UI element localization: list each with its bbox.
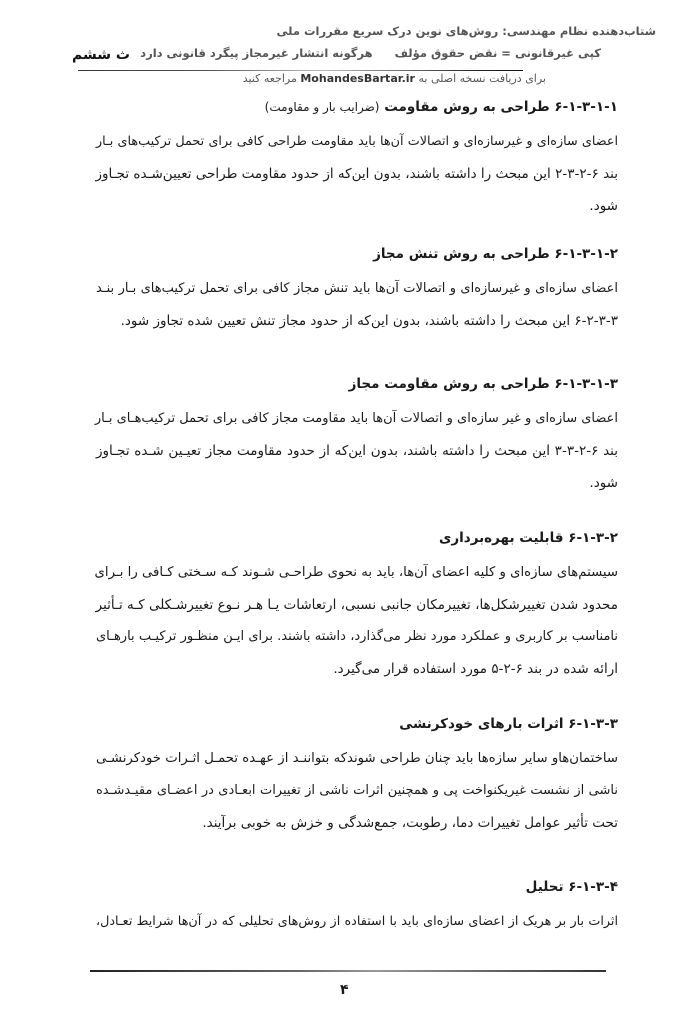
section-paragraph [96, 403, 618, 499]
paragraph-line: اثرات بار بر هریک از اعضای سازه‌ای باید با استفاده از روش‌های تحلیلی که در آن‌ها شرایط تعـادل، [96, 914, 618, 929]
source-text-end: مراجعه کنید [242, 72, 297, 85]
section-allowable-stress [96, 243, 618, 337]
section-self-straining-loads [96, 713, 618, 839]
heading-note: (ضرایب بار و مقاومت) [264, 100, 380, 114]
section-heading: ۶-۱-۳-۱-۲ طراحی به روش تنش مجاز [373, 246, 618, 262]
paragraph-line: ساختمان‌هاو سایر سازه‌ها باید چنان طراحی شوندکه بتواننـد از عهـده تحمـل اثـرات خودکرنشـی [96, 751, 618, 766]
section-heading: ۶-۱-۳-۱-۳ طراحی به روش مقاومت مجاز [348, 376, 618, 392]
paragraph-line: نامناسب بر کاربری و عملکرد مورد نظر می‌گذارد، داشته باشند. برای ایـن منظـور ترکیـب بارهـای [96, 629, 618, 644]
paragraph-line: محدود شدن تغییرشکل‌ها، تغییرمکان جانبی نسبی، ارتعاشات یـا هـر نـوع تغییرشـکلی کـه تـأثیر [95, 597, 618, 613]
legal-notice: هرگونه انتشار غیرمجاز پیگرد قانونی دارد [140, 46, 373, 60]
paragraph-line: سیستم‌های سازه‌ای و کلیه اعضای آن‌ها، باید به نحوی طراحـی شـوند کـه سـختی کـافی را بـرای [94, 565, 618, 580]
section-paragraph [96, 557, 618, 685]
paragraph-line: ۶-۲-۳-۳ این مبحث را داشته باشند، بدون این‌که از حدود مجاز تنش تعیین شده تجاوز شود. [120, 313, 618, 329]
section-heading: ۶-۱-۳-۳ اثرات بارهای خودکرنشی [399, 716, 618, 732]
section-paragraph [96, 126, 618, 222]
watermark-line-3 [243, 72, 546, 85]
heading-text: ۶-۱-۳-۱-۱ طراحی به روش مقاومت [384, 99, 618, 115]
section-paragraph [96, 273, 618, 337]
chapter-title: ث ششم [72, 47, 130, 63]
section-heading: ۶-۱-۳-۲ قابلیت بهره‌برداری [439, 530, 618, 546]
section-heading [96, 96, 618, 118]
section-paragraph [96, 743, 618, 839]
section-heading: ۶-۱-۳-۴ تحلیل [525, 879, 618, 895]
watermark-line-2 [140, 46, 601, 60]
section-allowable-strength [96, 373, 618, 499]
paragraph-line: شود. [589, 475, 618, 491]
section-resistance-design [96, 96, 618, 222]
watermark-line-1: شتاب‌دهنده نظام مهندسی: روش‌های نوین درک سریع مقررات ملی [276, 24, 656, 38]
section-analysis [96, 876, 618, 938]
paragraph-line: تحت تأثیر عوامل تغییرات دما، رطوبت، جمع‌شدگی و خزش به خوبی برآیند. [202, 815, 618, 831]
paragraph-line: اعضای سازه‌ای و غیرسازه‌ای و اتصالات آن‌ها باید مقاومت طراحی کافی برای تحمل ترکیب‌های بـار [96, 134, 618, 149]
paragraph-line: بند ۶-۲-۳-۲ این مبحث را داشته باشند، بدون این‌که از حدود مقاومت طراحی تعیین‌شـده تجـاوز [95, 166, 618, 182]
section-serviceability [96, 527, 618, 685]
source-site-link[interactable]: MohandesBartar.ir [300, 72, 415, 85]
paragraph-line: شود. [589, 198, 618, 214]
paragraph-line: اعضای سازه‌ای و غیرسازه‌ای و اتصالات آن‌ها باید تنش مجاز کافی برای تحمل ترکیب‌های بـار بنـد [96, 281, 618, 296]
paragraph-line: ناشی از نشست غیریکنواخت پی و همچنین اثرات ناشی از تغییرات ابعـادی در اعضـای مقیـدشـده [96, 783, 618, 798]
copyright-notice: کپی غیرقانونی = نقض حقوق مؤلف [394, 46, 601, 60]
paragraph-line: ارائه شده در بند ۶-۲-۵ مورد استفاده قرار می‌گیرد. [333, 661, 618, 677]
paragraph-line: اعضای سازه‌ای و غیر سازه‌ای و اتصالات آن‌ها باید مقاومت مجاز کافی برای تحمل ترکیب‌هـای بـار [94, 411, 618, 426]
page-number: ۴ [340, 982, 349, 998]
footer-rule [90, 970, 606, 972]
paragraph-line: بند ۶-۲-۳-۳ این مبحث را داشته باشند، بدون این‌که از حدود مقاومت مجاز تعیـین شـده تجـاوز [96, 443, 618, 459]
source-text: برای دریافت نسخه اصلی به [418, 72, 546, 85]
section-paragraph [96, 906, 618, 938]
header-rule [78, 70, 523, 71]
